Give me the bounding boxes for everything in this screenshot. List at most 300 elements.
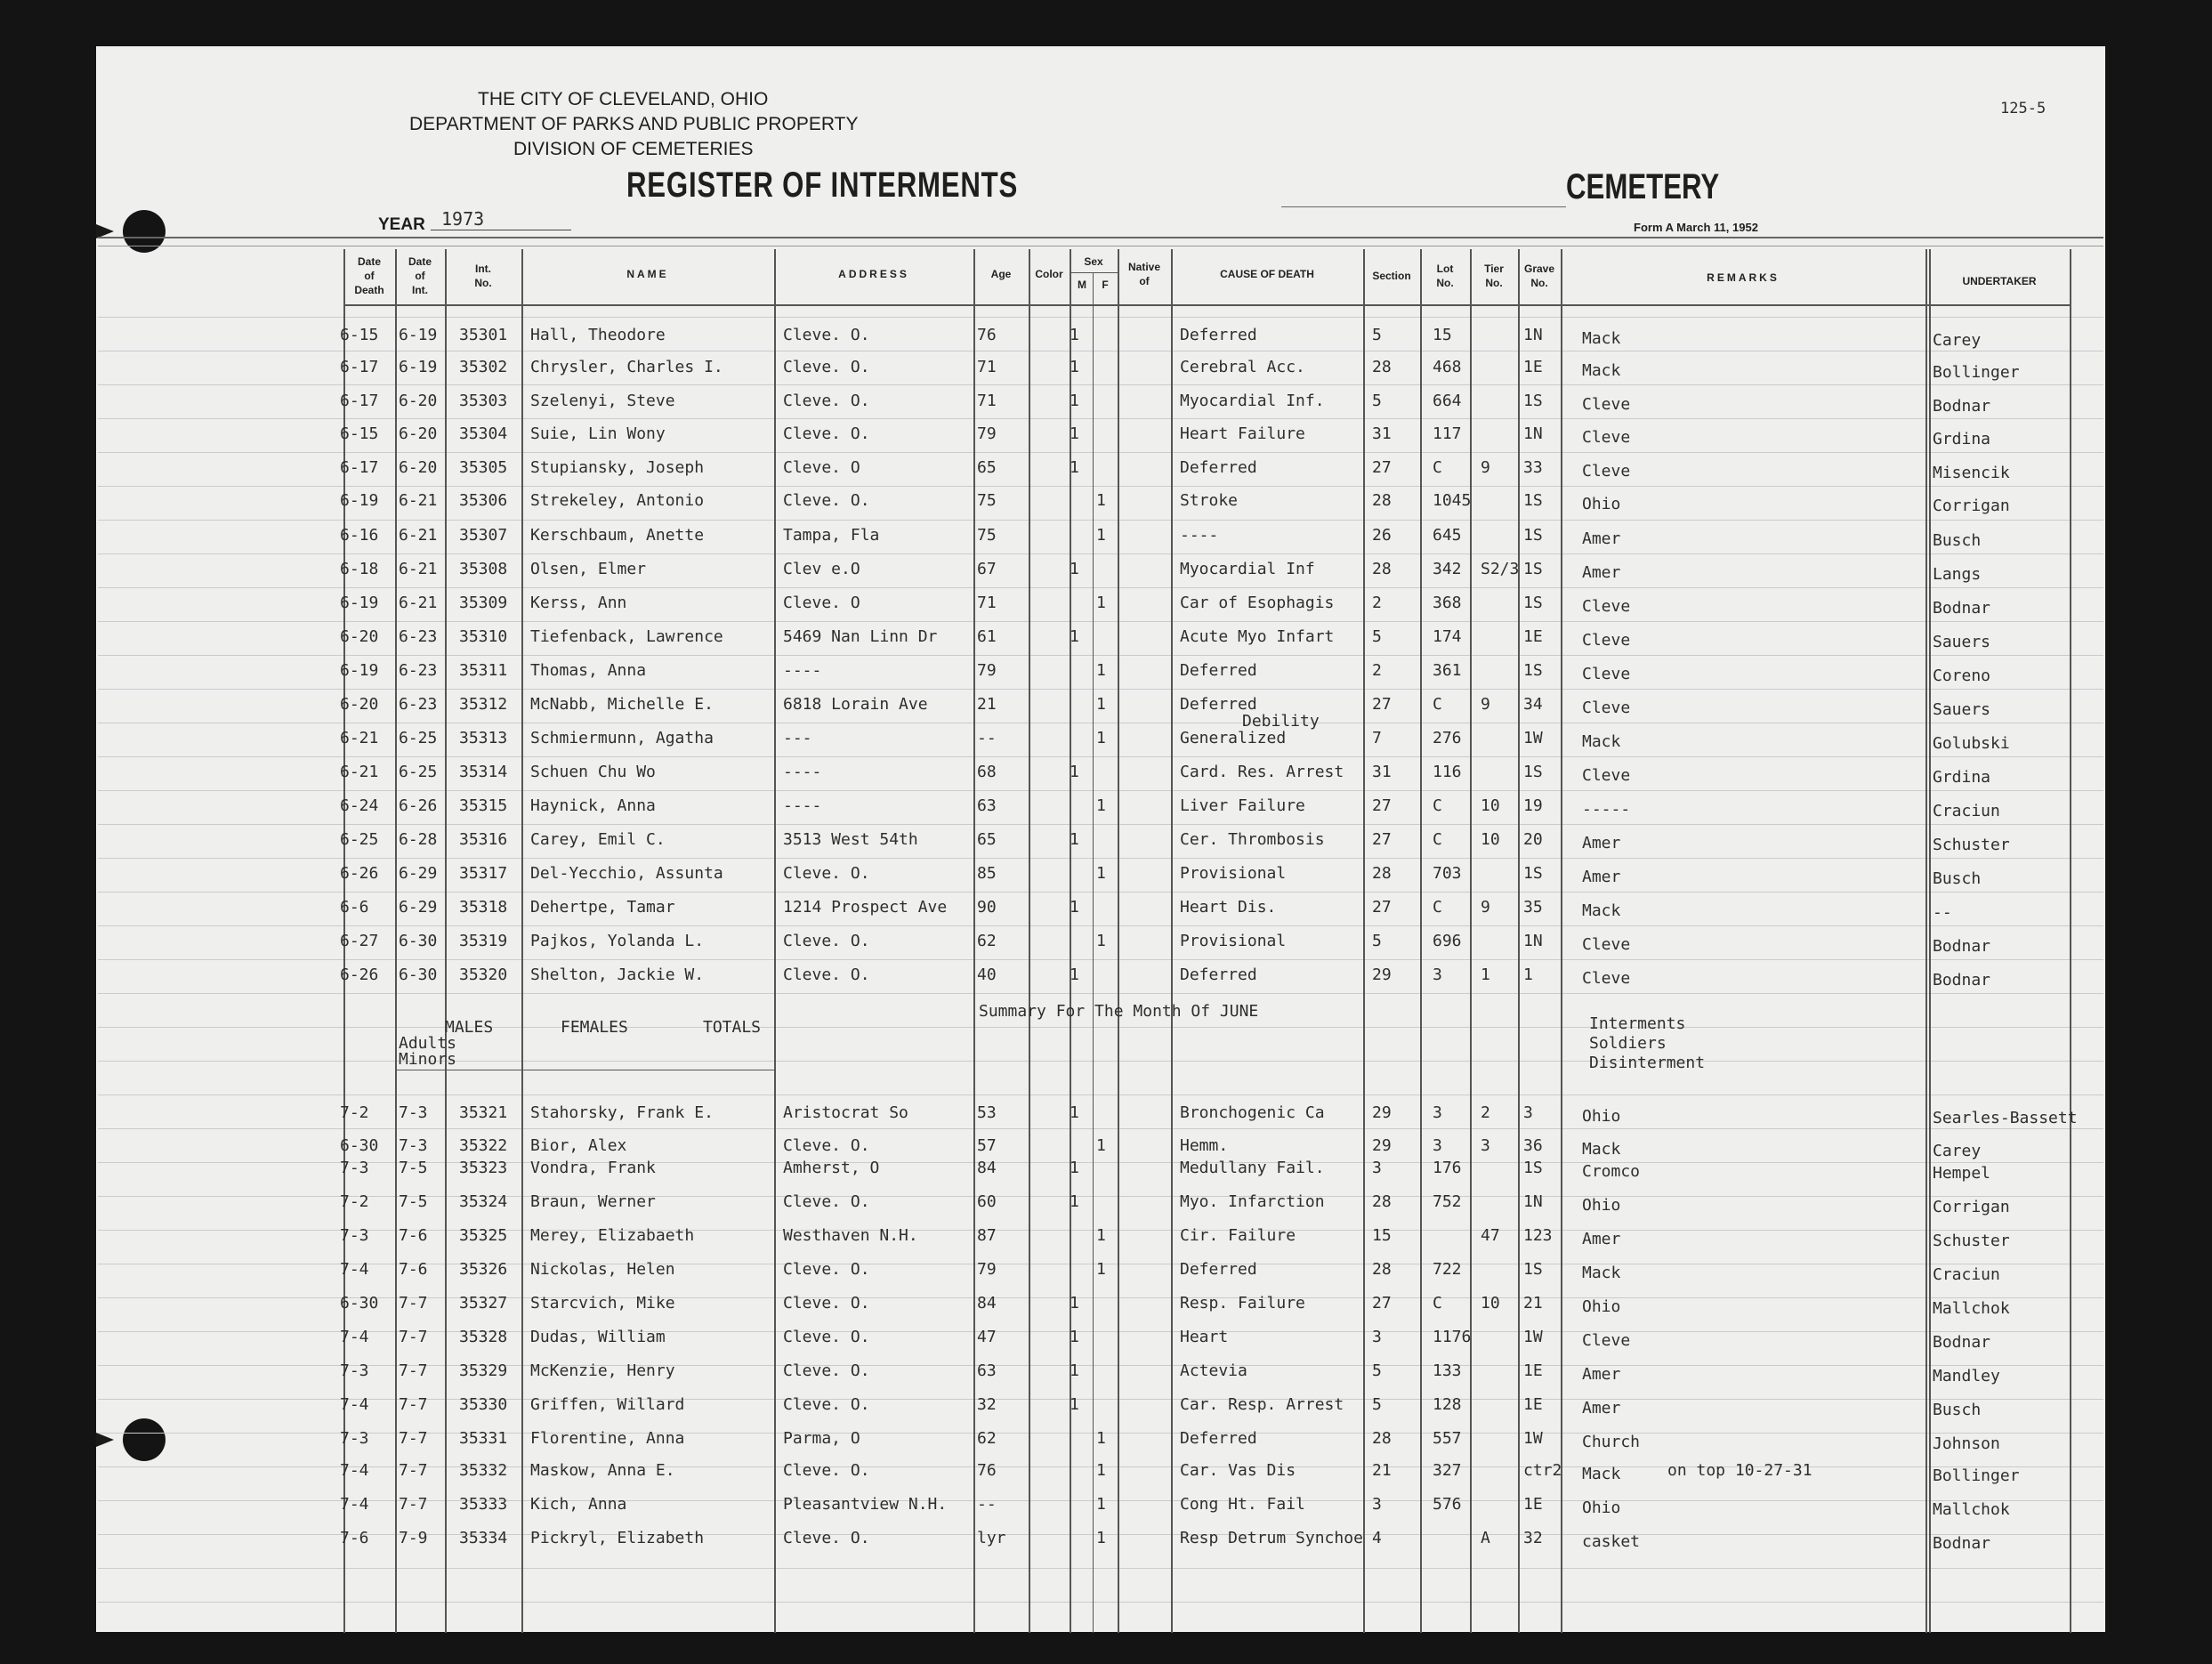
- cell-date-of-death: 7-6: [340, 1529, 369, 1547]
- cell-date-of-death: 6-19: [340, 661, 379, 680]
- cell-lot: 3: [1433, 1136, 1442, 1155]
- cell-cause: Cer. Thrombosis: [1180, 830, 1325, 849]
- cell-section: 5: [1372, 1361, 1382, 1380]
- cell-undertaker: Bodnar: [1933, 1333, 1991, 1352]
- ruled-line: [98, 587, 2103, 588]
- cell-sex-m: 1: [1070, 326, 1079, 344]
- cell-sex-m: 1: [1070, 898, 1079, 917]
- col-line: [1929, 249, 1931, 1633]
- summary-disinterment: Disinterment: [1589, 1054, 1706, 1072]
- cell-int-no: 35301: [459, 326, 508, 344]
- cell-address: 3513 West 54th: [783, 830, 918, 849]
- cell-int-no: 35328: [459, 1328, 508, 1346]
- cell-date-of-int: 7-7: [399, 1395, 428, 1414]
- cell-undertaker: Schuster: [1933, 1232, 2010, 1250]
- cell-cause: Hemm.: [1180, 1136, 1229, 1155]
- cell-int-no: 35318: [459, 898, 508, 917]
- cell-cause: Deferred: [1180, 661, 1257, 680]
- cell-name: Tiefenback, Lawrence: [530, 627, 723, 646]
- cell-age: 47: [977, 1328, 997, 1346]
- cell-lot: 722: [1433, 1260, 1462, 1279]
- cell-remarks: Cleve: [1582, 631, 1631, 650]
- cell-sex-f: 1: [1096, 1495, 1106, 1514]
- col-header-undertaker: UNDERTAKER: [1962, 275, 2037, 287]
- col-line: [1470, 249, 1472, 1633]
- cell-date-of-int: 6-20: [399, 458, 438, 477]
- cell-remarks: Cleve: [1582, 462, 1631, 481]
- cell-int-no: 35306: [459, 491, 508, 510]
- cell-section: 3: [1372, 1495, 1382, 1514]
- cell-remarks: Mack: [1582, 329, 1621, 348]
- cell-cause: Heart: [1180, 1328, 1229, 1346]
- cell-lot: 133: [1433, 1361, 1462, 1380]
- cell-address: ----: [783, 796, 822, 815]
- cell-sex-f: 1: [1096, 1260, 1106, 1279]
- cell-int-no: 35305: [459, 458, 508, 477]
- cell-name: Dehertpe, Tamar: [530, 898, 675, 917]
- cell-section: 28: [1372, 491, 1392, 510]
- cell-section: 7: [1372, 729, 1382, 747]
- cell-date-of-int: 6-28: [399, 830, 438, 849]
- cell-undertaker: Langs: [1933, 565, 1982, 584]
- cell-age: 62: [977, 1429, 997, 1448]
- cell-address: Aristocrat So: [783, 1103, 908, 1122]
- cell-age: 40: [977, 965, 997, 984]
- cell-undertaker: Carey: [1933, 331, 1982, 350]
- cell-int-no: 35302: [459, 358, 508, 376]
- cell-remarks: Cleve: [1582, 699, 1631, 717]
- cell-section: 27: [1372, 796, 1392, 815]
- col-line: [973, 249, 975, 1633]
- cell-grave: 1S: [1523, 392, 1543, 410]
- cell-section: 5: [1372, 1395, 1382, 1414]
- cell-date-of-death: 7-4: [340, 1260, 369, 1279]
- cell-int-no: 35316: [459, 830, 508, 849]
- cell-sex-m: 1: [1070, 1294, 1079, 1313]
- cell-sex-m: 1: [1070, 1361, 1079, 1380]
- cell-grave: 1: [1523, 965, 1533, 984]
- cell-cause: Myo. Infarction: [1180, 1192, 1325, 1211]
- cell-date-of-int: 6-23: [399, 661, 438, 680]
- cell-sex-f: 1: [1096, 526, 1106, 545]
- cell-date-of-death: 7-4: [340, 1495, 369, 1514]
- col-line: [1925, 249, 1927, 1633]
- page-number: 125-5: [2000, 100, 2047, 117]
- col-header-cause: CAUSE OF DEATH: [1220, 268, 1314, 280]
- header-bottom-rule: [343, 304, 2070, 306]
- cell-cause: Car. Vas Dis: [1180, 1461, 1296, 1480]
- cell-undertaker: Grdina: [1933, 768, 1991, 787]
- cell-date-of-int: 6-20: [399, 424, 438, 443]
- cell-int-no: 35308: [459, 560, 508, 578]
- cell-name: Stupiansky, Joseph: [530, 458, 705, 477]
- cell-remarks: Cleve: [1582, 597, 1631, 616]
- cell-address: Tampa, Fla: [783, 526, 880, 545]
- cell-lot: 468: [1433, 358, 1462, 376]
- cell-grave: 36: [1523, 1136, 1543, 1155]
- cell-cause: Generalized: [1180, 729, 1287, 747]
- cell-sex-f: 1: [1096, 1226, 1106, 1245]
- cell-sex-f: 1: [1096, 695, 1106, 714]
- cell-date-of-int: 7-7: [399, 1361, 428, 1380]
- cell-undertaker: Craciun: [1933, 1265, 2000, 1284]
- cell-date-of-death: 6-30: [340, 1294, 379, 1313]
- cell-int-no: 35307: [459, 526, 508, 545]
- cell-date-of-death: 6-19: [340, 594, 379, 612]
- cell-name: Merey, Elizabaeth: [530, 1226, 695, 1245]
- cell-age: 65: [977, 458, 997, 477]
- cell-int-no: 35326: [459, 1260, 508, 1279]
- cell-lot: 361: [1433, 661, 1462, 680]
- cell-age: 63: [977, 1361, 997, 1380]
- cell-cause: Deferred: [1180, 965, 1257, 984]
- cell-sex-m: 1: [1070, 1159, 1079, 1177]
- cell-name: Suie, Lin Wony: [530, 424, 666, 443]
- cell-section: 15: [1372, 1226, 1392, 1245]
- cell-address: 5469 Nan Linn Dr: [783, 627, 938, 646]
- cell-sex-f: 1: [1096, 864, 1106, 883]
- cell-address: Cleve. O.: [783, 1260, 870, 1279]
- cell-cause: Cong Ht. Fail: [1180, 1495, 1305, 1514]
- cell-grave: 1E: [1523, 358, 1543, 376]
- alignment-mark-bottom: [96, 1433, 114, 1447]
- cell-name: Griffen, Willard: [530, 1395, 685, 1414]
- cell-name: Maskow, Anna E.: [530, 1461, 675, 1480]
- cell-section: 5: [1372, 932, 1382, 950]
- cell-address: Cleve. O.: [783, 326, 870, 344]
- punch-hole-bottom: [123, 1418, 165, 1461]
- col-line: [521, 249, 523, 1633]
- cell-undertaker: Johnson: [1933, 1434, 2000, 1453]
- cell-grave: 1S: [1523, 1159, 1543, 1177]
- cell-address: ---: [783, 729, 812, 747]
- cell-tier: 10: [1481, 830, 1500, 849]
- col-header-address: ADDRESS: [838, 268, 909, 280]
- cell-lot: 327: [1433, 1461, 1462, 1480]
- cell-remarks: Cleve: [1582, 1331, 1631, 1350]
- cell-int-no: 35330: [459, 1395, 508, 1414]
- cell-date-of-death: 7-3: [340, 1226, 369, 1245]
- cell-cause: Stroke: [1180, 491, 1239, 510]
- cell-tier: 3: [1481, 1136, 1490, 1155]
- cell-date-of-int: 7-6: [399, 1226, 428, 1245]
- cell-age: lyr: [977, 1529, 1006, 1547]
- cell-date-of-int: 7-7: [399, 1495, 428, 1514]
- cell-date-of-death: 7-2: [340, 1192, 369, 1211]
- cell-address: Cleve. O: [783, 594, 860, 612]
- ruled-line: [98, 1602, 2103, 1603]
- cell-address: 1214 Prospect Ave: [783, 898, 948, 917]
- cell-lot: 3: [1433, 965, 1442, 984]
- cell-date-of-int: 6-23: [399, 695, 438, 714]
- cell-remarks: Cleve: [1582, 665, 1631, 683]
- cell-sex-f: 1: [1096, 1461, 1106, 1480]
- cell-sex-f: 1: [1096, 796, 1106, 815]
- cell-age: 62: [977, 932, 997, 950]
- cell-name: Dudas, William: [530, 1328, 666, 1346]
- cell-int-no: 35314: [459, 763, 508, 781]
- cell-grave: 1S: [1523, 560, 1543, 578]
- cell-grave: 1N: [1523, 424, 1543, 443]
- cell-section: 4: [1372, 1529, 1382, 1547]
- cell-lot: 176: [1433, 1159, 1462, 1177]
- cell-undertaker: Corrigan: [1933, 1198, 2010, 1216]
- cell-grave: 1S: [1523, 491, 1543, 510]
- cell-section: 29: [1372, 1136, 1392, 1155]
- cell-undertaker: Bodnar: [1933, 397, 1991, 416]
- cell-name: Olsen, Elmer: [530, 560, 647, 578]
- cell-age: 87: [977, 1226, 997, 1245]
- cell-sex-m: 1: [1070, 763, 1079, 781]
- cell-date-of-death: 7-4: [340, 1328, 369, 1346]
- cell-cause: Heart Failure: [1180, 424, 1305, 443]
- ruled-line: [98, 858, 2103, 859]
- cell-remarks: Ohio: [1582, 1498, 1621, 1517]
- cell-name: Pickryl, Elizabeth: [530, 1529, 705, 1547]
- col-line: [1518, 249, 1520, 1633]
- cell-sex-m: 1: [1070, 1192, 1079, 1211]
- cell-remarks: Ohio: [1582, 495, 1621, 513]
- cell-age: 71: [977, 358, 997, 376]
- cell-date-of-int: 7-6: [399, 1260, 428, 1279]
- cell-date-of-int: 6-23: [399, 627, 438, 646]
- cell-sex-f: 1: [1096, 932, 1106, 950]
- cell-sex-m: 1: [1070, 560, 1079, 578]
- cell-grave: 33: [1523, 458, 1543, 477]
- cell-address: ----: [783, 661, 822, 680]
- cell-address: Cleve. O: [783, 458, 860, 477]
- cell-section: 28: [1372, 1429, 1392, 1448]
- cell-undertaker: Bodnar: [1933, 1534, 1991, 1553]
- cell-undertaker: Craciun: [1933, 802, 2000, 820]
- cell-age: 71: [977, 392, 997, 410]
- cell-cause: Acute Myo Infart: [1180, 627, 1335, 646]
- cell-cause: Myocardial Inf.: [1180, 392, 1325, 410]
- cell-name: Florentine, Anna: [530, 1429, 685, 1448]
- cell-age: --: [977, 1495, 997, 1514]
- col-header-date-of-death: Date of Death: [354, 255, 384, 296]
- cell-age: 75: [977, 491, 997, 510]
- cell-int-no: 35325: [459, 1226, 508, 1245]
- cell-name: Vondra, Frank: [530, 1159, 656, 1177]
- cell-remarks: Amer: [1582, 529, 1621, 548]
- cell-tier: 47: [1481, 1226, 1500, 1245]
- cell-sex-m: 1: [1070, 358, 1079, 376]
- cell-date-of-int: 7-3: [399, 1103, 428, 1122]
- cell-date-of-death: 7-4: [340, 1395, 369, 1414]
- cell-date-of-death: 7-3: [340, 1429, 369, 1448]
- cell-section: 21: [1372, 1461, 1392, 1480]
- cell-undertaker: Mandley: [1933, 1367, 2000, 1385]
- cell-name: Strekeley, Antonio: [530, 491, 705, 510]
- cell-date-of-death: 7-3: [340, 1159, 369, 1177]
- cell-int-no: 35323: [459, 1159, 508, 1177]
- cell-age: 57: [977, 1136, 997, 1155]
- cell-address: Cleve. O.: [783, 1395, 870, 1414]
- cell-cause: Deferred: [1180, 458, 1257, 477]
- ruled-line: [98, 756, 2103, 757]
- cell-date-of-int: 6-29: [399, 864, 438, 883]
- cell-date-of-death: 6-17: [340, 358, 379, 376]
- cell-lot: C: [1433, 830, 1442, 849]
- cell-grave: 1S: [1523, 526, 1543, 545]
- cell-remarks: Ohio: [1582, 1297, 1621, 1316]
- cell-section: 5: [1372, 627, 1382, 646]
- cell-date-of-int: 7-7: [399, 1429, 428, 1448]
- cell-remarks: Mack: [1582, 1264, 1621, 1282]
- cell-sex-f: 1: [1096, 594, 1106, 612]
- cell-age: 79: [977, 661, 997, 680]
- cell-address: ----: [783, 763, 822, 781]
- cell-tier: 1: [1481, 965, 1490, 984]
- cell-int-no: 35327: [459, 1294, 508, 1313]
- cell-date-of-death: 6-18: [340, 560, 379, 578]
- cell-section: 2: [1372, 661, 1382, 680]
- cell-undertaker: Hempel: [1933, 1164, 1991, 1183]
- col-line: [1029, 249, 1030, 1633]
- cell-cause: Deferred: [1180, 1429, 1257, 1448]
- cell-address: Cleve. O.: [783, 1529, 870, 1547]
- cell-name: Kich, Anna: [530, 1495, 627, 1514]
- cell-name: Szelenyi, Steve: [530, 392, 675, 410]
- cell-name: Schuen Chu Wo: [530, 763, 656, 781]
- cell-name: Kerschbaum, Anette: [530, 526, 705, 545]
- cell-section: 27: [1372, 1294, 1392, 1313]
- cell-age: 63: [977, 796, 997, 815]
- col-header-sex-m: M: [1078, 279, 1086, 291]
- ruled-line: [98, 655, 2103, 656]
- cell-section: 28: [1372, 1192, 1392, 1211]
- cell-remarks: -----: [1582, 800, 1631, 819]
- cell-lot: 174: [1433, 627, 1462, 646]
- cell-date-of-int: 6-21: [399, 560, 438, 578]
- ruled-line: [98, 824, 2103, 825]
- col-line: [1420, 249, 1422, 1633]
- cell-date-of-death: 6-15: [340, 326, 379, 344]
- cell-date-of-int: 6-30: [399, 965, 438, 984]
- cell-date-of-death: 6-21: [340, 763, 379, 781]
- cell-remarks: Amer: [1582, 1365, 1621, 1384]
- cell-lot: C: [1433, 898, 1442, 917]
- cell-address: Pleasantview N.H.: [783, 1495, 948, 1514]
- cell-lot: C: [1433, 695, 1442, 714]
- cell-lot: C: [1433, 1294, 1442, 1313]
- cell-sex-m: 1: [1070, 424, 1079, 443]
- cell-date-of-int: 7-7: [399, 1294, 428, 1313]
- cell-cause: Provisional: [1180, 864, 1287, 883]
- cell-lot: 703: [1433, 864, 1462, 883]
- col-header-age: Age: [990, 268, 1012, 280]
- cell-lot: 645: [1433, 526, 1462, 545]
- cell-grave: 123: [1523, 1226, 1553, 1245]
- cell-grave: 1E: [1523, 1495, 1543, 1514]
- cell-date-of-death: 6-26: [340, 864, 379, 883]
- summary-females: FEMALES: [561, 1018, 628, 1037]
- ruled-line: [98, 553, 2103, 554]
- cell-date-of-death: 6-20: [340, 695, 379, 714]
- cell-lot: 3: [1433, 1103, 1442, 1122]
- cell-section: 5: [1372, 326, 1382, 344]
- cell-name: Chrysler, Charles I.: [530, 358, 723, 376]
- cell-undertaker: Bodnar: [1933, 937, 1991, 956]
- cell-date-of-int: 6-19: [399, 326, 438, 344]
- cell-date-of-death: 6-15: [340, 424, 379, 443]
- cell-undertaker: Mallchok: [1933, 1500, 2010, 1519]
- cell-undertaker: Busch: [1933, 1401, 1982, 1419]
- cell-sex-m: 1: [1070, 830, 1079, 849]
- col-line: [1070, 249, 1071, 1633]
- cell-date-of-death: 6-19: [340, 491, 379, 510]
- cell-name: Braun, Werner: [530, 1192, 656, 1211]
- cell-lot: 128: [1433, 1395, 1462, 1414]
- cell-tier: 9: [1481, 695, 1490, 714]
- cell-lot: C: [1433, 458, 1442, 477]
- cell-address: Cleve. O.: [783, 424, 870, 443]
- cell-grave: 3: [1523, 1103, 1533, 1122]
- cell-cause: Car. Resp. Arrest: [1180, 1395, 1344, 1414]
- cell-tier: A: [1481, 1529, 1490, 1547]
- summary-title: Summary For The Month Of JUNE: [979, 1002, 1259, 1021]
- cell-cause: Deferred: [1180, 326, 1257, 344]
- cell-remarks: Amer: [1582, 563, 1621, 582]
- cell-address: Cleve. O.: [783, 1192, 870, 1211]
- cell-address: Cleve. O.: [783, 392, 870, 410]
- cell-grave: 1W: [1523, 729, 1543, 747]
- col-header-date-of-int: Date of Int.: [408, 255, 432, 296]
- cell-undertaker: Coreno: [1933, 666, 1991, 685]
- cell-age: 79: [977, 424, 997, 443]
- cell-remarks: Mack: [1582, 732, 1621, 751]
- cell-lot: 1176: [1433, 1328, 1472, 1346]
- cell-address: 6818 Lorain Ave: [783, 695, 928, 714]
- ruled-line: [98, 689, 2103, 690]
- cell-address: Cleve. O.: [783, 1328, 870, 1346]
- cell-sex-f: 1: [1096, 1529, 1106, 1547]
- cell-date-of-death: 6-30: [340, 1136, 379, 1155]
- cell-int-no: 35320: [459, 965, 508, 984]
- cell-grave: 1E: [1523, 1395, 1543, 1414]
- cell-address: Cleve. O.: [783, 1361, 870, 1380]
- cell-remarks: Ohio: [1582, 1107, 1621, 1126]
- cell-undertaker: Sauers: [1933, 633, 1991, 651]
- cell-grave: 1S: [1523, 864, 1543, 883]
- cell-sex-m: 1: [1070, 627, 1079, 646]
- col-line: [774, 249, 776, 1633]
- cell-date-of-int: 6-20: [399, 392, 438, 410]
- cell-remarks: Cleve: [1582, 969, 1631, 988]
- col-line: [1171, 249, 1173, 1633]
- cell-age: 67: [977, 560, 997, 578]
- cell-date-of-int: 6-25: [399, 763, 438, 781]
- cell-section: 5: [1372, 392, 1382, 410]
- cell-section: 28: [1372, 560, 1392, 578]
- cell-int-no: 35319: [459, 932, 508, 950]
- cell-grave: 1W: [1523, 1429, 1543, 1448]
- cell-grave: 1N: [1523, 326, 1543, 344]
- cell-name: Shelton, Jackie W.: [530, 965, 705, 984]
- cell-grave: 1E: [1523, 627, 1543, 646]
- cell-address: Cleve. O.: [783, 1461, 870, 1480]
- cell-section: 27: [1372, 695, 1392, 714]
- cell-tier: 9: [1481, 898, 1490, 917]
- cell-sex-f: 1: [1096, 1136, 1106, 1155]
- cell-undertaker: Misencik: [1933, 464, 2010, 482]
- cell-name: Stahorsky, Frank E.: [530, 1103, 714, 1122]
- ruled-line: [98, 1128, 2103, 1129]
- cell-undertaker: Mallchok: [1933, 1299, 2010, 1318]
- col-header-section: Section: [1372, 270, 1411, 282]
- cell-sex-m: 1: [1070, 1103, 1079, 1122]
